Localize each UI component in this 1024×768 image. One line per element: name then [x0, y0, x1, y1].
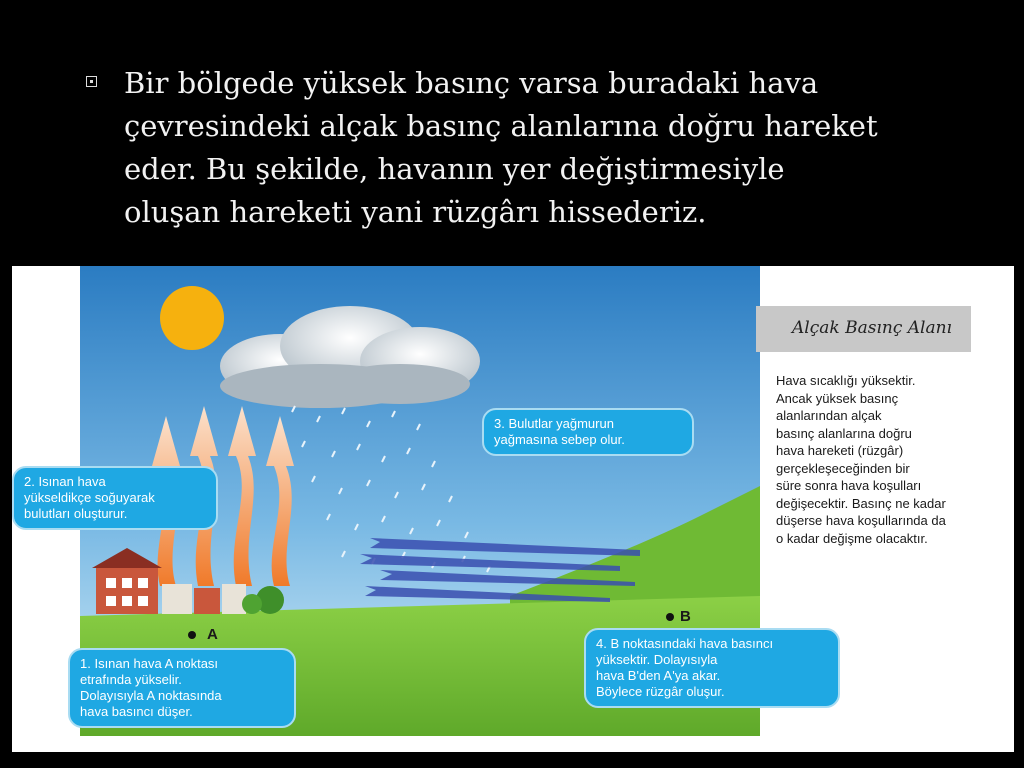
panel-title: Alçak Basınç Alanı	[792, 318, 952, 338]
bullet-line: oluşan hareketi yani rüzgârı hissederiz.	[124, 195, 707, 229]
point-a-label: A	[207, 626, 218, 643]
point-b-marker	[666, 613, 674, 621]
callout-4: 4. B noktasındaki hava basıncı yüksektir. Dolayısıyla hava B'den A'ya akar. Böylece rüzgâr oluşur.	[584, 628, 840, 708]
bullet-line: Bir bölgede yüksek basınç varsa buradaki hava	[124, 66, 819, 100]
bullet-text	[124, 62, 986, 234]
callout-3: 3. Bulutlar yağmurun yağmasına sebep olur.	[482, 408, 694, 456]
bullet-line: eder. Bu şekilde, havanın yer değiştirmesiyle	[124, 152, 785, 186]
point-a-marker	[188, 631, 196, 639]
square-bullet-icon	[86, 76, 97, 87]
callout-1: 1. Isınan hava A noktası etrafında yükselir. Dolayısıyla A noktasında hava basıncı düşer.	[68, 648, 296, 728]
panel-body: Hava sıcaklığı yüksektir. Ancak yüksek basınç alanlarından alçak basınç alanlarına doğru hava hareketi (rüzgâr) gerçekleşeceğinden bir süre sonra hava koşulları değişecektir. Basınç ne kadar düşerse hava koşullarında da o kadar değişme olacaktır.	[776, 373, 946, 546]
sun-icon	[160, 286, 224, 350]
bullet-line: çevresindeki alçak basınç alanlarına doğru hareket	[124, 109, 878, 143]
wind-formation-figure	[12, 266, 1014, 752]
callout-2: 2. Isınan hava yükseldikçe soğuyarak bulutları oluşturur.	[12, 466, 218, 530]
point-b-label: B	[680, 608, 691, 625]
panel-header	[756, 306, 971, 352]
slide-text	[86, 62, 986, 234]
